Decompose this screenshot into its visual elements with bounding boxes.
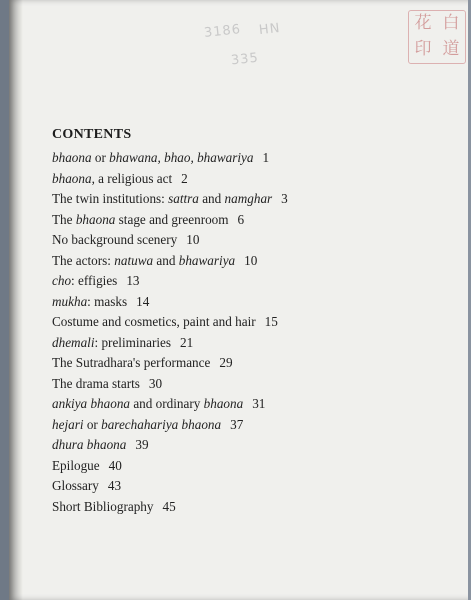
toc-entry-text: bhaona (52, 170, 92, 186)
toc-entry-text: bhawana, bhao, bhawariya (109, 150, 254, 165)
library-stamp (408, 10, 466, 64)
toc-entry-text: natuwa (114, 252, 154, 268)
toc-entry (52, 314, 452, 335)
book-page (9, 0, 471, 600)
toc-entry-text: stage and greenroom (115, 211, 229, 227)
toc-entry-text: Epilogue (52, 457, 100, 473)
toc-entry (52, 212, 452, 233)
toc-entry-text: Costume and cosmetics, paint and hair (52, 314, 256, 329)
contents-heading: CONTENTS (52, 127, 132, 142)
toc-entry-text: No background scenery (52, 232, 178, 247)
toc-page-number: 43 (107, 478, 122, 493)
toc-entry (52, 294, 452, 315)
toc-entry (52, 232, 452, 253)
toc-page-number: 14 (136, 293, 150, 309)
toc-page-number: 39 (135, 437, 149, 452)
toc-entry (52, 458, 452, 479)
stamp-char: 道 (442, 39, 460, 59)
toc-entry (52, 376, 452, 397)
toc-entry-text: bhawariya (178, 252, 236, 268)
toc-entry (52, 253, 452, 274)
toc-page-number: 13 (126, 273, 140, 288)
spine-shadow (9, 0, 23, 600)
toc-entry-text: cho (52, 273, 72, 288)
toc-entry-text: dhemali (52, 334, 95, 350)
toc-page-number: 6 (237, 211, 245, 227)
toc-entry-text: , a religious act (91, 170, 173, 186)
toc-entry-text: dhura bhaona (52, 437, 127, 452)
toc-entry-text: Glossary (52, 478, 99, 493)
toc-entry-text: Short Bibliography (52, 498, 154, 514)
toc-entry (52, 417, 452, 438)
toc-entry-text: hejari (52, 416, 84, 432)
toc-entry-text: The twin institutions: (52, 191, 169, 206)
toc-entry (52, 191, 452, 212)
toc-page-number: 31 (252, 396, 266, 411)
stamp-char: 白 (442, 13, 460, 33)
toc-entry-text: bhaona (203, 396, 244, 411)
toc-entry-text: : masks (87, 293, 128, 309)
stamp-char: 花 (414, 13, 432, 33)
toc-page-number: 45 (162, 498, 176, 514)
toc-entry (52, 355, 452, 376)
toc-page-number: 2 (181, 170, 188, 186)
toc-entry-text: The drama starts (52, 375, 140, 391)
toc-entry-text: or (91, 150, 110, 165)
toc-entry (52, 150, 452, 171)
toc-entry-text: bhaona (52, 150, 92, 165)
toc-page-number: 3 (281, 191, 288, 206)
toc-entry-text: mukha (52, 293, 88, 309)
toc-entry (52, 273, 452, 294)
toc-page-number: 40 (108, 457, 122, 473)
toc-entry-text: : preliminaries (94, 334, 172, 350)
toc-entry-text: barechahariya bhaona (101, 416, 222, 432)
toc-entry-text: and (153, 252, 179, 268)
table-of-contents (52, 150, 452, 519)
toc-page-number: 10 (186, 232, 200, 247)
toc-entry (52, 437, 452, 458)
toc-entry-text: The Sutradhara's performance (52, 355, 211, 370)
toc-entry-text: The actors: (52, 252, 115, 268)
toc-entry (52, 171, 452, 192)
toc-entry-text: and ordinary (130, 396, 204, 411)
toc-entry-text: sattra (168, 191, 199, 206)
toc-entry-text: or (83, 416, 102, 432)
toc-page-number: 21 (180, 334, 194, 350)
toc-entry-text: and (198, 191, 225, 206)
toc-entry (52, 335, 452, 356)
toc-entry-text: namghar (224, 191, 273, 206)
toc-entry (52, 396, 452, 417)
toc-entry-text: The (52, 211, 76, 227)
toc-entry-text: : effigies (71, 273, 118, 288)
stamp-char: 印 (414, 39, 432, 59)
pencil-note-number-2: 335 (230, 50, 260, 69)
toc-page-number: 29 (219, 355, 233, 370)
toc-entry-text: bhaona (75, 211, 116, 227)
pencil-note-number: 3186 (203, 22, 242, 41)
toc-page-number: 15 (264, 314, 278, 329)
toc-page-number: 1 (262, 150, 270, 165)
toc-page-number: 37 (230, 416, 244, 432)
toc-entry (52, 478, 452, 499)
toc-page-number: 10 (244, 252, 258, 268)
pencil-note-letters: HN (258, 20, 282, 39)
toc-entry (52, 499, 452, 520)
toc-page-number: 30 (148, 375, 163, 391)
toc-entry-text: ankiya bhaona (52, 396, 131, 411)
